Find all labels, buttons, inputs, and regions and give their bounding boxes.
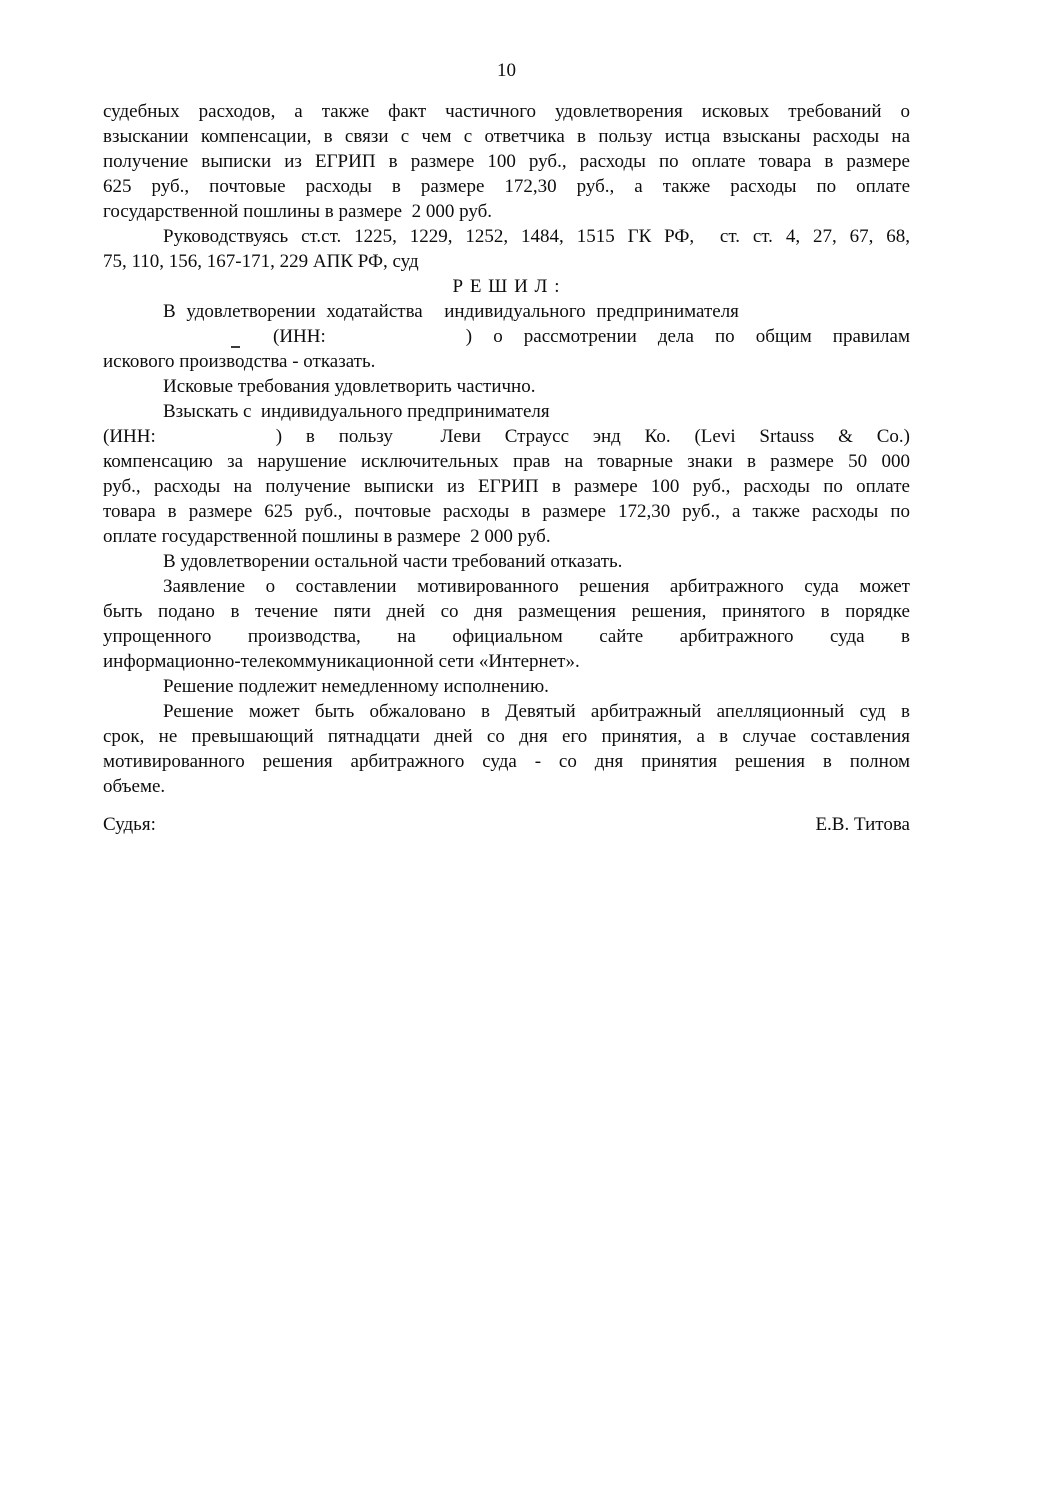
recovery-order-paragraph-line: руб., расходы на получение выписки из ЕГРИП в размере 100 руб., расходы по оплате xyxy=(103,476,910,497)
judge-name: Е.В. Титова xyxy=(815,814,910,835)
recovery-order-paragraph-line: оплате государственной пошлины в размере 2 000 руб. xyxy=(103,526,551,547)
costs-allocation-paragraph-line: 625 руб., почтовые расходы в размере 172,30 руб., а также расходы по оплате xyxy=(103,176,910,197)
motivated-decision-paragraph-line: упрощенного производства, на официальном сайте арбитражного суда в xyxy=(103,626,910,647)
appeal-procedure-paragraph-line: мотивированного решения арбитражного суда - со дня принятия решения в полном xyxy=(103,751,910,772)
recovery-order-paragraph-line: компенсацию за нарушение исключительных прав на товарные знаки в размере 50 000 xyxy=(103,451,910,472)
redacted-gap xyxy=(156,441,276,442)
costs-allocation-paragraph-line: получение выписки из ЕГРИП в размере 100 руб., расходы по оплате товара в размере xyxy=(103,151,910,172)
costs-allocation-paragraph-line: государственной пошлины в размере 2 000 руб. xyxy=(103,201,492,222)
text-segment: (ИНН: xyxy=(103,426,156,447)
text-segment: ) о рассмотрении дела по общим правилам xyxy=(465,326,910,347)
text-segment: ) в пользу Леви Страусс энд Ко. (Levi Srtauss & Co.) xyxy=(275,426,910,447)
recovery-order-paragraph-line: товара в размере 625 руб., почтовые расходы в размере 172,30 руб., а также расходы по xyxy=(103,501,910,522)
legal-basis-paragraph-line: 75, 110, 156, 167-171, 229 АПК РФ, суд xyxy=(103,251,419,272)
redacted-gap xyxy=(103,341,273,342)
costs-allocation-paragraph-line: взыскании компенсации, в связи с чем с ответчика в пользу истца взысканы расходы на xyxy=(103,126,910,147)
legal-basis-paragraph-line: Руководствуясь ст.ст. 1225, 1229, 1252, 1484, 1515 ГК РФ, ст. ст. 4, 27, 67, 68, xyxy=(163,226,910,247)
motion-denial-paragraph-line xyxy=(103,324,910,349)
appeal-procedure-paragraph-line: срок, не превышающий пятнадцати дней со дня его принятия, а в случае составления xyxy=(103,726,910,747)
redaction-artifact-mark xyxy=(231,346,240,348)
recovery-order-paragraph-line xyxy=(103,424,910,449)
recovery-order-paragraph-line: Взыскать с индивидуального предпринимателя xyxy=(163,401,550,422)
redacted-gap xyxy=(326,341,466,342)
motivated-decision-paragraph-line: Заявление о составлении мотивированного решения арбитражного суда может xyxy=(163,576,910,597)
immediate-execution-paragraph-line: Решение подлежит немедленному исполнению. xyxy=(163,676,549,697)
document-body xyxy=(103,99,910,799)
motion-denial-paragraph-line: В удовлетворении ходатайства индивидуального предпринимателя xyxy=(163,301,739,322)
partial-satisfaction-paragraph-line: Исковые требования удовлетворить частично. xyxy=(163,376,536,397)
page-number: 10 xyxy=(497,60,516,81)
costs-allocation-paragraph-line: судебных расходов, а также факт частичного удовлетворения исковых требований о xyxy=(103,101,910,122)
signature-row xyxy=(103,812,910,837)
judge-label: Судья: xyxy=(103,814,156,835)
appeal-procedure-paragraph-line: объеме. xyxy=(103,776,166,797)
appeal-procedure-paragraph-line: Решение может быть обжаловано в Девятый арбитражный апелляционный суд в xyxy=(163,701,910,722)
text-segment: (ИНН: xyxy=(273,326,326,347)
remaining-claims-denial-paragraph-line: В удовлетворении остальной части требований отказать. xyxy=(163,551,623,572)
motivated-decision-paragraph-line: быть подано в течение пяти дней со дня размещения решения, принятого в порядке xyxy=(103,601,910,622)
resolution-heading-line: Р Е Ш И Л : xyxy=(452,276,561,297)
motivated-decision-paragraph-line: информационно-телекоммуникационной сети «Интернет». xyxy=(103,651,580,672)
motion-denial-paragraph-line: искового производства - отказать. xyxy=(103,351,376,372)
